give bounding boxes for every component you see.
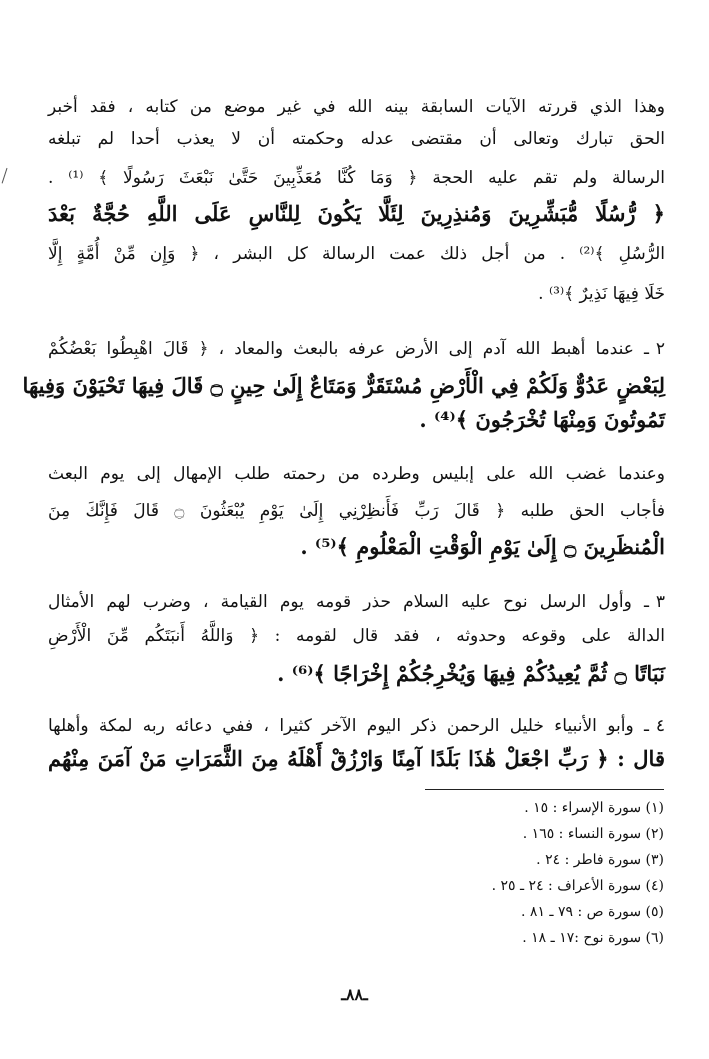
- paragraph1-line4-verse: ﴿ رُّسُلًا مُّبَشِّرِينَ وَمُنذِرِينَ لِئَلَّا يَكُونَ لِلنَّاسِ عَلَى اللَّهِ حُجَّةٌ بَعْدَ: [48, 201, 665, 226]
- paragraph1-line2: الحق تبارك وتعالى أن مقتضى عدله وحكمته أن لا يعذب أحدا لم تبلغه: [48, 129, 665, 149]
- paragraph1-line6: خَلَا فِيهَا نَذِيرٌ ﴾⁽³⁾ .: [538, 284, 665, 304]
- footnote-2: (٢) سورة النساء : ١٦٥ .: [522, 826, 664, 842]
- paragraph1-line5: الرُّسُلِ ﴾⁽²⁾ . من أجل ذلك عمت الرسالة كل البشر ، ﴿ وَإِن مِّنْ أُمَّةٍ إِلَّا: [48, 244, 665, 264]
- paragraph2-line2-verse: لِبَعْضٍ عَدُوٌّ وَلَكُمْ فِي الْأَرْضِ مُسْتَقَرٌّ وَمَتَاعٌ إِلَىٰ حِينٍ ۝ قَالَ فِيهَا تَحْيَوْنَ وَفِيهَا: [22, 373, 665, 398]
- paragraph1-line3: الرسالة ولم تقم عليه الحجة ﴿ وَمَا كُنَّا مُعَذِّبِينَ حَتَّىٰ نَبْعَثَ رَسُولًا ﴾ ⁽¹⁾ .: [48, 168, 665, 188]
- paragraph5-line1: ـ وأبو الأنبياء خليل الرحمن ذكر اليوم الآخر كثيرا ، ففي دعائه ربه لمكة وأهلها: [48, 716, 649, 736]
- paragraph2-line3-verse: تَمُوتُونَ وَمِنْهَا تُخْرَجُونَ ﴾⁽⁴⁾ .: [419, 407, 665, 432]
- paragraph2-line1: ـ عندما أهبط الله آدم إلى الأرض عرفه بالبعث والمعاد ، ﴿ قَالَ اهْبِطُوا بَعْضُكُمْ: [48, 339, 649, 359]
- paragraph1-line1: وهذا الذي قررته الآيات السابقة بينه الله في غير موضع من كتابه ، فقد أخبر: [48, 97, 665, 117]
- page-number: ـ٨٨ـ: [341, 985, 368, 1004]
- footnote-6: (٦) سورة نوح :١٧ ـ ١٨ .: [522, 930, 664, 946]
- paragraph3-line1: وعندما غضب الله على إبليس وطرده من رحمته طلب الإمهال إلى يوم البعث: [48, 464, 665, 484]
- paragraph3-line2: فأجاب الحق طلبه ﴿ قَالَ رَبِّ فَأَنظِرْنِي إِلَىٰ يَوْمِ يُبْعَثُونَ ۝ قَالَ فَإِنَّكَ مِنَ: [48, 501, 665, 521]
- footnote-5: (٥) سورة ص : ٧٩ ـ ٨١ .: [521, 904, 664, 920]
- paragraph5-number: ٤: [655, 716, 665, 736]
- page-edge-mark: [2, 168, 10, 184]
- footnote-3: (٣) سورة فاطر : ٢٤ .: [536, 852, 664, 868]
- paragraph4-line2: الدالة على وقوعه وحدوثه ، فقد قال لقومه : ﴿ وَاللَّهُ أَنبَتَكُم مِّنَ الْأَرْضِ: [48, 626, 665, 646]
- paragraph4-line1: ـ وأول الرسل نوح عليه السلام حذر قومه يوم القيامة ، وضرب لهم الأمثال: [48, 592, 649, 612]
- paragraph4-number: ٣: [655, 592, 665, 612]
- paragraph5-line2-verse: قال : ﴿ رَبِّ اجْعَلْ هَٰذَا بَلَدًا آمِنًا وَارْزُقْ أَهْلَهُ مِنَ الثَّمَرَاتِ مَنْ آمَنَ مِنْهُم: [48, 746, 665, 771]
- paragraph3-line3-verse: الْمُنظَرِينَ ۝ إِلَىٰ يَوْمِ الْوَقْتِ الْمَعْلُومِ ﴾⁽⁵⁾ .: [300, 534, 665, 559]
- footnote-separator: [425, 789, 664, 790]
- footnote-1: (١) سورة الإسراء : ١٥ .: [524, 800, 664, 816]
- paragraph4-line3-verse: نَبَاتًا ۝ ثُمَّ يُعِيدُكُمْ فِيهَا وَيُخْرِجُكُمْ إِخْرَاجًا ﴾⁽⁶⁾ .: [277, 661, 665, 686]
- footnote-4: (٤) سورة الأعراف : ٢٤ ـ ٢٥ .: [491, 878, 664, 894]
- paragraph2-number: ٢: [655, 339, 665, 359]
